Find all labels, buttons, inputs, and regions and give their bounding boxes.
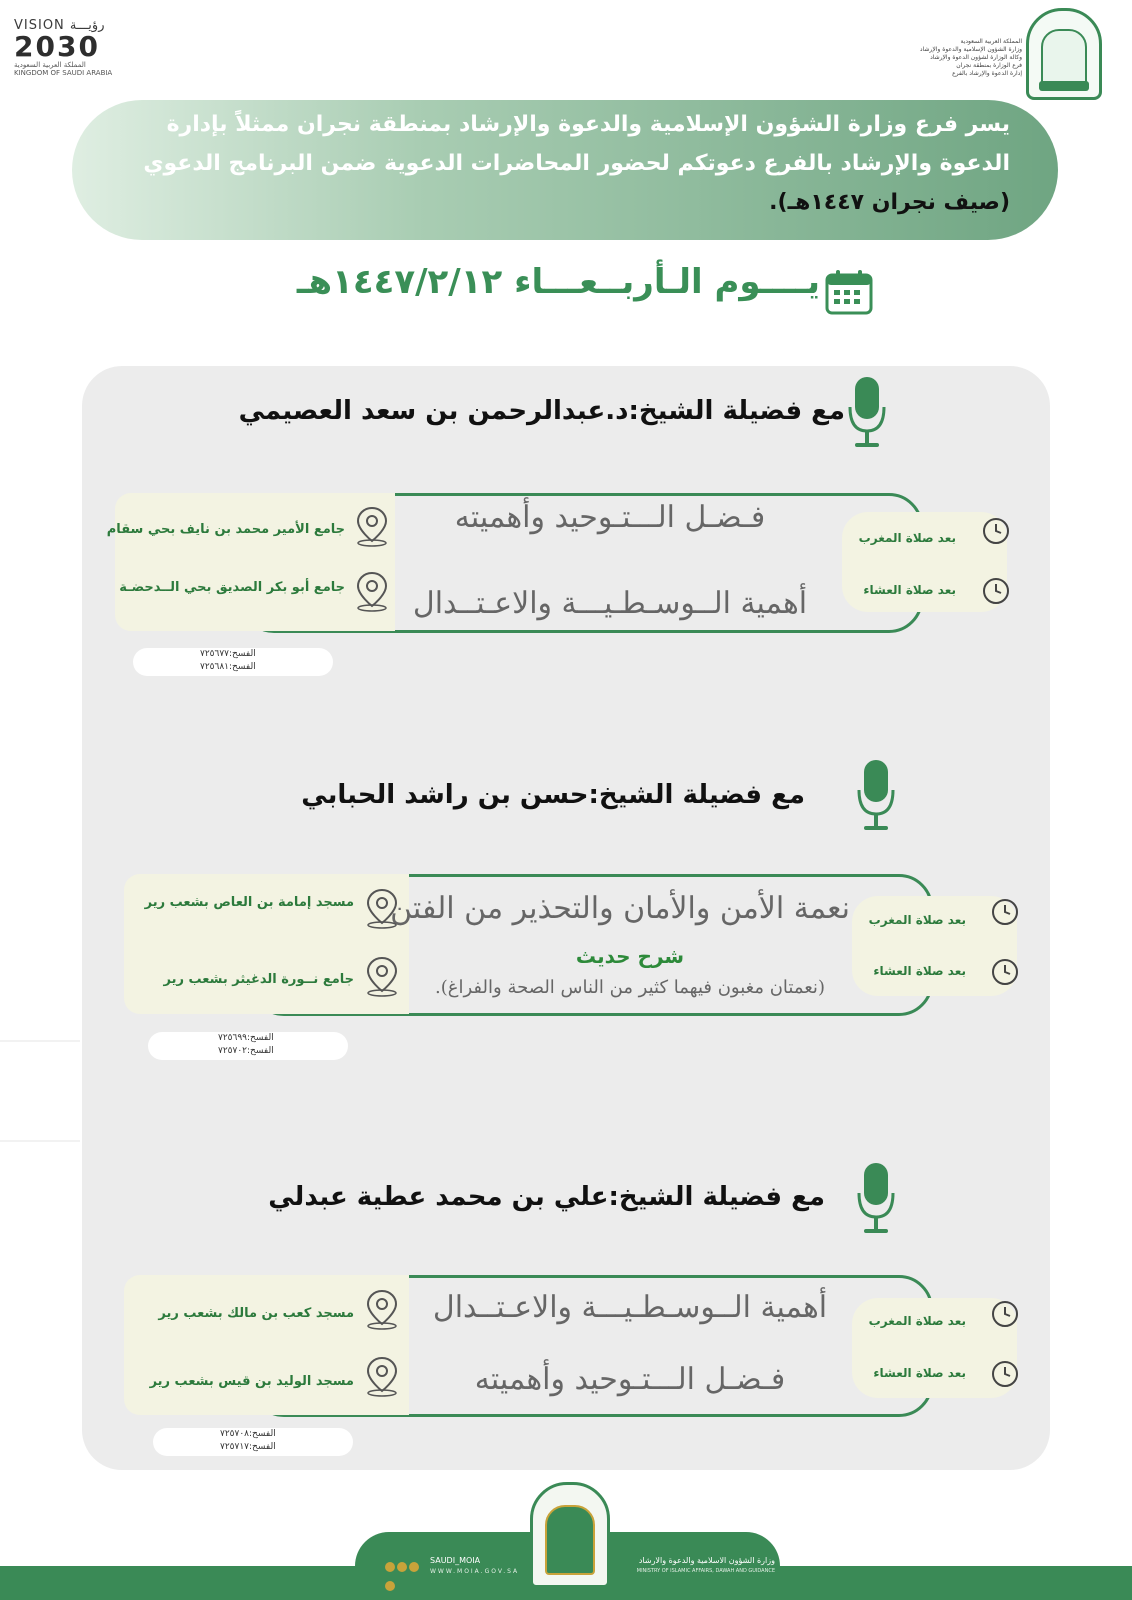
microphone-icon: [847, 377, 887, 451]
social-handle[interactable]: SAUDI_MOIA: [430, 1556, 481, 1565]
mosque-name: جامع نــورة الدغيثر بشعب رير: [163, 972, 354, 987]
clock-icon: [982, 517, 1010, 545]
vision-country-ar: المملكة العربية السعودية: [14, 61, 86, 69]
website-link[interactable]: WWW.MOIA.GOV.SA: [430, 1568, 520, 1575]
ministry-line: إدارة الدعوة والإرشاد بالفرع: [952, 70, 1022, 77]
event-date: يــــوم الـأربــعـــاء ١٤٤٧/٢/١٢هـ: [296, 262, 820, 302]
ministry-line: وكالة الوزارة لشؤون الدعوة والإرشاد: [930, 54, 1022, 61]
background-pattern: [0, 1040, 80, 1042]
lecture-topic: أهمية الــوسـطـيـــة والاعـتــدال: [412, 586, 808, 621]
clock-icon: [991, 898, 1019, 926]
instagram-icon[interactable]: [409, 1562, 419, 1572]
permit-number: الفسح:٧٢٥٦٩٩: [218, 1033, 274, 1043]
lecture-topic: فـضـل الـــتـوحيد وأهميته: [474, 1362, 786, 1397]
clock-icon: [991, 1360, 1019, 1388]
mosque-name: جامع الأمير محمد بن نايف بحي سقام: [106, 522, 345, 537]
ministry-line: وزارة الشؤون الإسلامية والدعوة والإرشاد: [919, 46, 1022, 53]
microphone-icon: [856, 760, 896, 834]
lecture-topic: أهمية الــوسـطـيـــة والاعـتــدال: [432, 1290, 828, 1325]
facebook-icon[interactable]: [385, 1581, 395, 1591]
permit-number: الفسح:٧٢٥٦٨١: [200, 662, 256, 672]
clock-icon: [982, 577, 1010, 605]
permit-number: الفسح:٧٢٥٧١٧: [220, 1442, 276, 1452]
location-pin-icon: [353, 505, 391, 547]
vision-country-en: KINGDOM OF SAUDI ARABIA: [14, 69, 113, 77]
banner-line-1: يسر فرع وزارة الشؤون الإسلامية والدعوة والإرشاد بمنطقة نجران ممثلاً بإدارة: [166, 112, 1010, 137]
twitter-icon[interactable]: [385, 1562, 395, 1572]
speaker-title: مع فضيلة الشيخ:حسن بن راشد الحبابي: [301, 780, 805, 810]
vision-year: 2030: [14, 30, 100, 63]
lecture-topic: نعمة الأمن والأمان والتحذير من الفتن: [390, 891, 850, 926]
calendar-icon: [824, 268, 874, 316]
footer-ministry-name-en: MINISTRY OF ISLAMIC AFFAIRS, DAWAH AND GUIDANCE: [636, 1568, 775, 1574]
vision-2030-logo: [14, 18, 114, 82]
ministry-logo-icon: [1026, 8, 1102, 100]
footer-ministry-name: وزارة الشؤون الاسلامية والدعوة والارشاد: [638, 1556, 775, 1565]
permit-number: الفسح:٧٢٥٧٠٨: [220, 1429, 276, 1439]
ministry-line: المملكة العربية السعودية: [960, 38, 1022, 45]
microphone-icon: [856, 1163, 896, 1237]
lecture-subtitle: شرح حديث: [575, 944, 685, 968]
location-pin-icon: [363, 887, 401, 929]
banner-line-2: الدعوة والإرشاد بالفرع دعوتكم لحضور المحاضرات الدعوية ضمن البرنامج الدعوي: [143, 151, 1010, 176]
youtube-icon[interactable]: [397, 1562, 407, 1572]
prayer-time-label: بعد صلاة المغرب: [868, 913, 966, 927]
speaker-title: مع فضيلة الشيخ:د.عبدالرحمن بن سعد العصيمي: [238, 396, 845, 426]
clock-icon: [991, 1300, 1019, 1328]
lecture-topic: فـضـل الـــتـوحيد وأهميته: [454, 500, 766, 535]
mosque-name: مسجد الوليد بن قيس بشعب رير: [149, 1374, 354, 1389]
mosque-name: مسجد كعب بن مالك بشعب رير: [158, 1306, 354, 1321]
prayer-time-label: بعد صلاة المغرب: [868, 1314, 966, 1328]
location-pin-icon: [363, 955, 401, 997]
prayer-time-label: بعد صلاة المغرب: [858, 531, 956, 545]
permit-number: الفسح:٧٢٥٦٧٧: [200, 649, 256, 659]
prayer-time-label: بعد صلاة العشاء: [863, 583, 956, 597]
clock-icon: [991, 958, 1019, 986]
speaker-title: مع فضيلة الشيخ:علي بن محمد عطية عبدلي: [268, 1182, 825, 1212]
vision-label: VISION رؤيـــة: [14, 18, 105, 33]
background-pattern: [0, 1140, 80, 1142]
ministry-emblem-icon: [530, 1482, 610, 1588]
ministry-header-text: [902, 38, 1022, 78]
prayer-time-label: بعد صلاة العشاء: [873, 964, 966, 978]
location-pin-icon: [363, 1355, 401, 1397]
mosque-name: مسجد إمامة بن العاص بشعب رير: [144, 895, 354, 910]
mosque-name: جامع أبو بكر الصديق بحي الــدحضـة: [119, 580, 345, 595]
prayer-time-label: بعد صلاة العشاء: [873, 1366, 966, 1380]
ministry-line: فرع الوزارة بمنطقة نجران: [956, 62, 1022, 69]
location-pin-icon: [353, 570, 391, 612]
banner-line-3: (صيف نجران ١٤٤٧هـ).: [769, 190, 1010, 215]
social-icons: [385, 1557, 425, 1569]
permit-number: الفسح:٧٢٥٧٠٢: [218, 1046, 274, 1056]
lecture-note: (نعمتان مغبون فيهما كثير من الناس الصحة والفراغ).: [435, 977, 825, 998]
location-pin-icon: [363, 1288, 401, 1330]
